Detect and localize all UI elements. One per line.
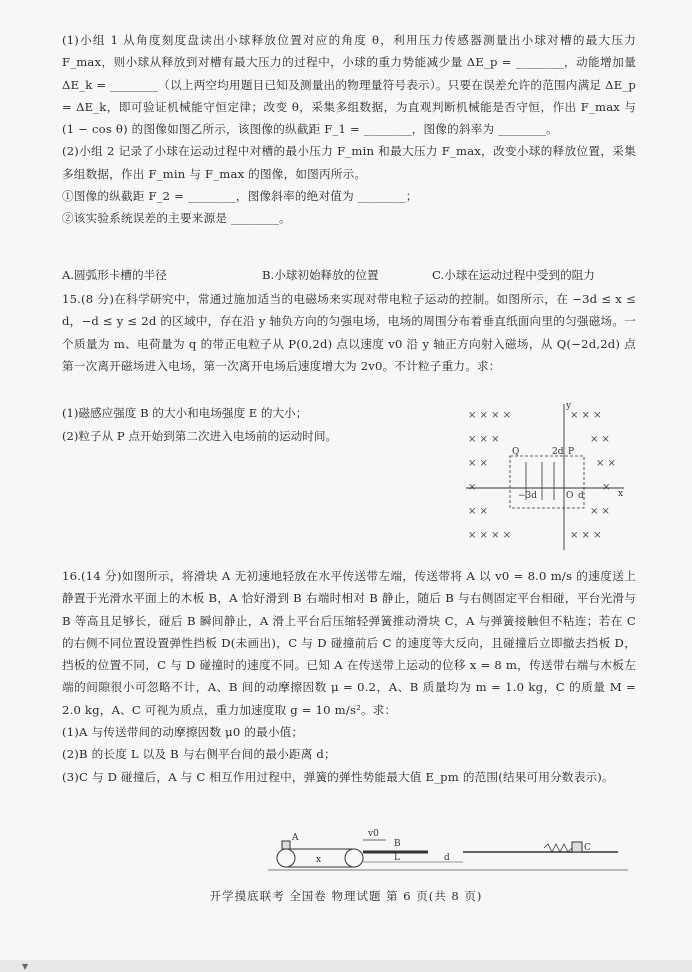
q14-part2: (2)小组 2 记录了小球在运动过程中对槽的最小压力 F_min 和最大压力 F_max，改变小球的释放位置，采集多组数据，作出 F_min 与 F_max 的图像，如图丙所示。 [62,144,636,181]
q15-sub1: (1)磁感应强度 B 的大小和电场强度 E 的大小； [62,406,308,420]
q15-sub2: (2)粒子从 P 点开始到第二次进入电场前的运动时间。 [62,429,338,443]
label-d: d [578,491,584,501]
label-q: Q [512,447,520,457]
q16-sub3: (3)C 与 D 碰撞后，A 与 C 相互作用过程中，弹簧的弹性势能最大值 E_pm 的范围(结果可用分数表示)。 [62,769,614,784]
pulley-right [345,849,363,867]
q15-subquestions [62,402,462,448]
chevron-down-icon[interactable]: ▼ [22,962,29,971]
svg-text:× ×: × × [590,434,610,445]
label-a: A [292,833,299,843]
field-diagram [466,400,626,556]
svg-text:× ×: × × [590,506,610,517]
label-d: d [444,853,450,863]
question-16 [62,565,636,788]
question-14-continued [62,29,636,230]
page-footer: 开学摸底联考 全国卷 物理试题 第 6 页(共 8 页) [209,889,483,903]
svg-text:×: × [602,482,611,493]
question-15 [62,288,636,377]
q16-stem: 16.(14 分)如图所示，将滑块 A 无初速地轻放在水平传送带左端，传送带将 A 以 v0 = 8.0 m/s 的速度送上静置于光滑水平面上的木板 B，A 恰好滑到 B 右端时相对 B 静止，随后 B 与右侧固定平台相碰，平台光滑与 B 等高且足够长，碰后 B 瞬间静止，A 滑上平台后压缩轻弹簧推动滑块 C，A 与弹簧接触但不粘连；若在 C 的右侧不同位置设置弹性挡板 D(未画出)，C 与 D 碰撞前后 C 的速度等大反向，且碰撞后立即撤去挡板 D，挡板的位置不同，C 与 D 碰撞时的速度不同。已知 A 在传送带上运动的位移 x = 8 m，传送带右端与木板左端的间隙很小可忽略不计，A、B 间的动摩擦因数 μ = 0.2，A、B 质量均为 m = 1.0 kg，C 的质量 M = 2.0 kg，A、C 可视为质点，重力加速度取 g = 10 m/s²。求： [62,569,636,717]
svg-text:× ×: × × [468,458,488,469]
label-2d: 2d [552,447,564,457]
block-a [282,841,290,849]
q14-options [62,267,636,283]
option-a: A.圆弧形卡槽的半径 [62,268,167,282]
svg-text:× ×: × × [468,506,488,517]
label-origin: O [566,491,574,501]
svg-text:× × ×: × × × [468,434,500,445]
label-c: C [584,843,591,853]
q14-part2b: ②该实验系统误差的主要来源是 ________。 [62,211,291,226]
label-x: x [316,855,322,865]
option-b: B.小球初始释放的位置 [262,268,379,282]
label-x: x [618,489,624,499]
option-c: C.小球在运动过程中受到的阻力 [432,268,595,282]
q16-sub2: (2)B 的长度 L 以及 B 与右侧平台间的最小距离 d； [62,747,336,762]
conveyor-diagram [268,826,628,874]
label-v0: v0 [368,829,379,839]
q14-part1: (1)小组 1 从角度刻度盘读出小球释放位置对应的角度 θ，利用压力传感器测量出小球对槽的最大压力 F_max，则小球从释放到对槽有最大压力的过程中，小球的重力势能减少量 ΔE_p = ________，动能增加量 ΔE_k = ________（以上两空均用题目已知及测量出的物理量符号表示）。只要在误差允许的范围内满足 ΔE_p = ΔE_k，即可验证机械能守恒定律；改变 θ，采集多组数据，为直观判断机械能是否守恒，作出 F_max 与 (1 − cos θ) 的图像如图乙所示，该图像的纵截距 F_1 = ________，图像的斜率为 ________。 [62,33,636,137]
svg-text:× × × ×: × × × × [468,530,512,541]
svg-text:× × ×: × × × [570,530,602,541]
spring [544,844,572,852]
label-b: B [394,839,401,849]
label-y: y [566,401,572,411]
svg-text:× × × ×: × × × × [468,410,512,421]
label-neg3d: −3d [518,491,538,501]
svg-text:× ×: × × [596,458,616,469]
pulley-left [277,849,295,867]
label-l: L [394,853,400,863]
viewer-bottom-bar [0,960,692,972]
q14-part2a: ①图像的纵截距 F_2 = ________，图像斜率的绝对值为 ________； [62,189,418,204]
q16-sub1: (1)A 与传送带间的动摩擦因数 μ0 的最小值； [62,725,304,740]
block-c [572,842,582,852]
q15-stem: 15.(8 分)在科学研究中，常通过施加适当的电磁场来实现对带电粒子运动的控制。如图所示，在 −3d ≤ x ≤ d，−d ≤ y ≤ 2d 的区域中，存在沿 y 轴负方向的匀强电场，电场的周围分布着垂直纸面向里的匀强磁场。一个质量为 m、电荷量为 q 的带正电粒子从 P(0,2d) 点以速度 v0 沿 y 轴正方向射入磁场，从 Q(−2d,2d) 点第一次离开磁场进入电场，第一次离开电场后速度增大为 2v0。不计粒子重力。求： [62,292,636,373]
svg-text:× × ×: × × × [570,410,602,421]
svg-text:×: × [468,482,477,493]
label-p: P [568,447,575,457]
